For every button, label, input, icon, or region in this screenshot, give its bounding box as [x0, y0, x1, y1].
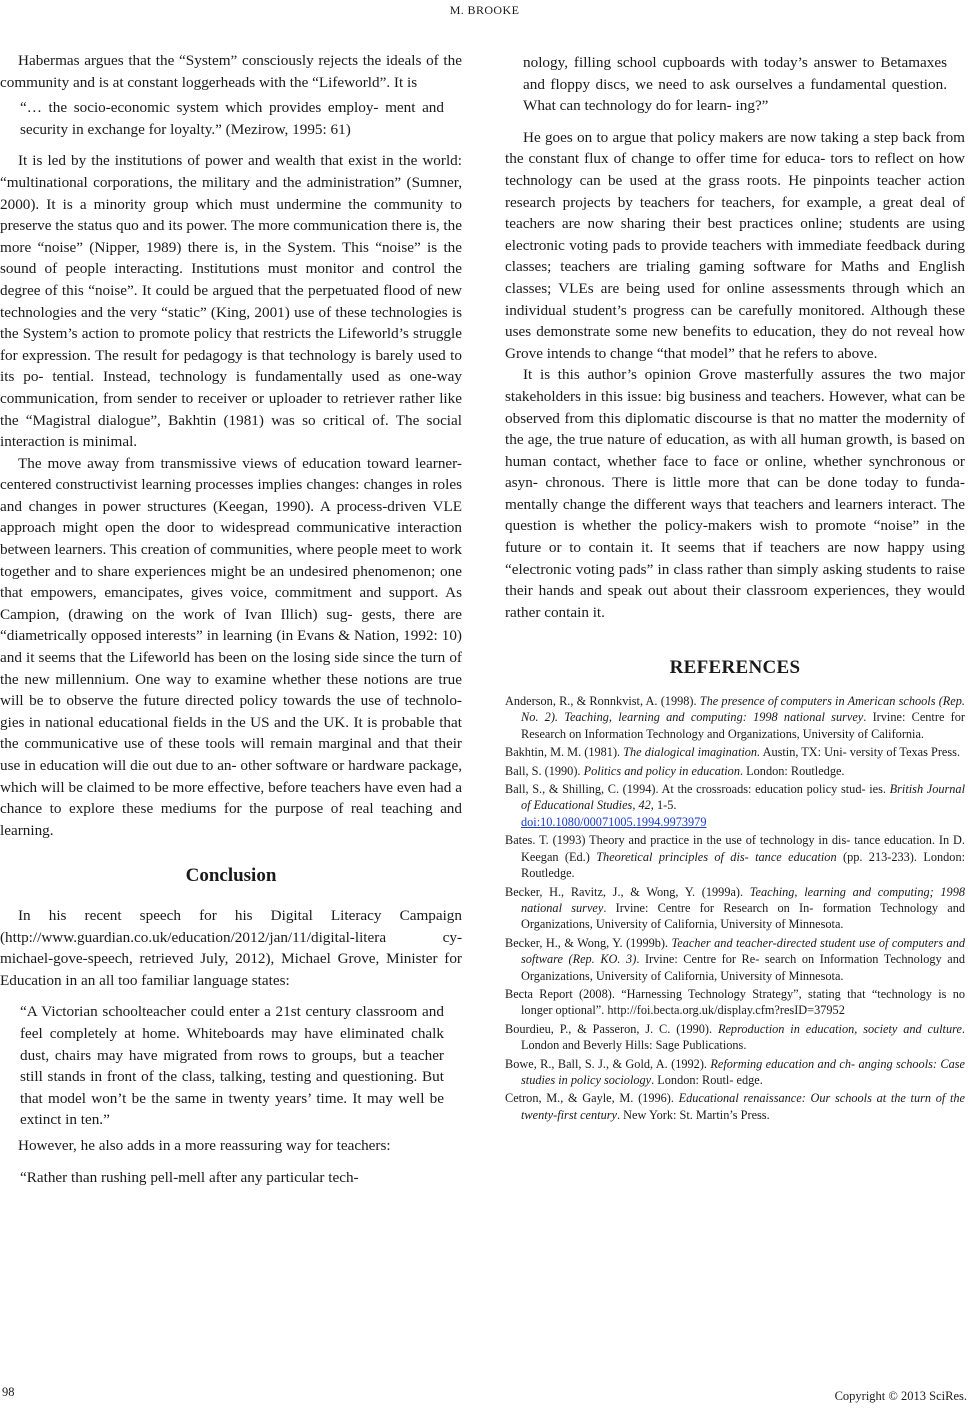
paragraph: It is this author’s opinion Grove masterfully assures the two major stakeholders in this issue: big business and teachers. However, what can be observed from this diplomatic discourse is that no matter the modernity of the age, the true nature of education, as with all human growth, is based on human contact, whether face to face or online, whether synchronous or asyn- chronous. There is little more that can be done today to funda- mentally change the different ways that teachers and learners interact. The question is whether the policy-makers wish to promote “noise” in the future or to contain it. It seems that if teachers are now happy using “electronic voting pads” in class rather than simply asking students to raise their hands and speak out about their classroom experiences, they would rather contain it.	[505, 366, 965, 621]
copyright-notice: Copyright © 2013 SciRes.	[834, 1389, 967, 1403]
reference-item: Anderson, R., & Ronnkvist, A. (1998). The presence of computers in American schools (Rep. No. 2). Teaching, learning and computing: 1998 national survey. Irvine: Centre for Research on Information Technology and Organizations, University of California.	[505, 694, 965, 741]
paragraph: In his recent speech for his Digital Literacy Campaign (http://www.guardian.co.uk/education/2012/jan/11/digital-litera cy-michael-gove-speech, retrieved July, 2012), Michael Grove, Minister for Education in an all too familiar language states:	[0, 906, 462, 989]
reference-item: Ball, S., & Shilling, C. (1994). At the crossroads: education policy stud- ies. British Journal of Educational Studies, 42, 1-5. doi:10.1080/00071005.1994.9973979	[505, 782, 965, 829]
reference-item: Bowe, R., Ball, S. J., & Gold, A. (1992). Reforming education and ch- anging schools: Case studies in policy sociology. London: Routl- edge.	[505, 1056, 965, 1087]
reference-item: Becker, H., & Wong, Y. (1999b). Teacher and teacher-directed student use of computers and software (Rep. KO. 3). Irvine: Centre for Re- search on Information Technology and Organizations, University of California, University of Minnesota.	[505, 935, 965, 983]
reference-item: Becker, H., Ravitz, J., & Wong, Y. (1999a). Teaching, learning and computing; 1998 national survey. Irvine: Centre for Research on In- formation Technology and Organizations, University of California, University of Minnesota.	[505, 884, 965, 932]
reference-item: Bates. T. (1993) Theory and practice in the use of technology in dis- tance education. In D. Keegan (Ed.) Theoretical principles of dis- tance education (pp. 213-233). London: Routledge.	[505, 833, 966, 881]
reference-item: Bourdieu, P., & Passeron, J. C. (1990). Reproduction in education, society and culture. London and Beverly Hills: Sage Publications.	[505, 1021, 965, 1053]
references-list	[505, 693, 965, 1123]
section-heading-conclusion: Conclusion	[185, 865, 277, 887]
right-column	[505, 52, 965, 1125]
reference-item: Becta Report (2008). “Harnessing Technology Strategy”, stating that “technology is no longer optional”. http://foi.becta.org.uk/display.cfm?resID=37952	[505, 986, 965, 1018]
block-quote-continued: nology, filling school cupboards with today’s answer to Betamaxes and floppy discs, we need to ask ourselves a fundamental question. What can technology do for learn- ing?”	[523, 54, 947, 115]
paragraph: It is led by the institutions of power and wealth that exist in the world: “multinational corporations, the military and the administration” (Sumner, 2000). It is a minority group which must undermine the community to preserve the status quo and its power. The more communication there is, the more “noise” (Nipper, 1989) there is, in the System. This “noise” is the sound of people interacting. Institutions must monitor and control the degree of this “noise”. It could be argued that the perpetuated flood of new technologies and the very “static” (King, 2001) use of these technologies is the System’s action to promote policy that restricts the Lifeworld’s struggle for expression. The result for pedagogy is that technology is barely used to its po- tential. Instead, technology is fundamentally used as one-way communication, from sender to receiver or uploader to retriever rather like the “Magistral dialogue”, Bakhtin (1981) was so critical of. The social interaction is minimal.	[0, 152, 462, 451]
paragraph: He goes on to argue that policy makers are now taking a step back from the constant flux of change to offer time for educa- tors to reflect on how technology can be used at the grass roots. He pinpoints teacher action research projects by teachers for teachers, for example, a great deal of teachers are now sharing their best practices online; students are using electronic voting pads to provide teachers with immediate feedback during classes; teachers are trialing gaming software for Maths and English classes; VLEs are being used for online assessments through which an individual student’s progress can be carefully monitored. Although these uses demonstrate some new benefits to education, they do not reveal how Grove intends to change “that model” that he refers to above.	[505, 128, 965, 362]
left-column	[0, 50, 462, 1192]
paragraph: The move away from transmissive views of education toward learner-centered constructivist learning processes implies changes: changes in roles and changes in power structures (Keegan, 1990). A process-driven VLE approach might open the door to widespread communicative interaction between learners. This creation of communities, where people meet to work together and to share experiences might be an undesired phenomenon; one that empowers, emancipates, gives voice, commitment and support. As Campion, (drawing on the work of Ivan Illich) sug- gests, there are “diametrically opposed interests” in learning (in Evans & Nation, 1992: 10) and it seems that the Lifeworld has been on the losing side since the turn of the new millennium. One way to examine whether these notions are true will be to observe the future directed policy towards the use of technolo- gies in national educational fields in the US and the UK. It is probable that the communicative use of these tools will remain marginal and that their use in education will die out due to an- other software or hardware package, which will be claimed to be more effective, before teachers have even had a chance to explore these mediums for the purpose of real teaching and learning.	[0, 454, 462, 839]
block-quote: “A Victorian schoolteacher could enter a 21st century classroom and feel completely at home. Whiteboards may have eliminated chalk dust, chairs may have migrated from rows to groups, but a teacher still stands in front of the class, talking, testing and questioning. But that model won’t be the same in twenty years’ time. It may well be extinct in ten.”	[20, 1003, 444, 1129]
reference-item: Bakhtin, M. M. (1981). The dialogical imagination. Austin, TX: Uni- versity of Texas Press.	[505, 745, 961, 760]
doi-link[interactable]: doi:10.1080/00071005.1994.9973979	[521, 814, 707, 829]
paragraph: Habermas argues that the “System” consciously rejects the ideals of the community and is at constant loggerheads with the “Lifeworld”. It is	[0, 52, 462, 91]
reference-item: Ball, S. (1990). Politics and policy in education. London: Routledge.	[505, 763, 845, 778]
block-quote-start: “Rather than rushing pell-mell after any particular tech-	[20, 1168, 359, 1186]
running-head: M. BROOKE	[449, 3, 520, 17]
block-quote: “… the socio-economic system which provides employ- ment and security in exchange for loyalty.” (Mezirow, 1995: 61)	[20, 99, 444, 138]
reference-item: Cetron, M., & Gayle, M. (1996). Educational renaissance: Our schools at the turn of the twenty-first century. New York: St. Martin’s Press.	[505, 1091, 965, 1122]
references-heading: REFERENCES	[669, 657, 801, 679]
paragraph: However, he also adds in a more reassuring way for teachers:	[18, 1136, 391, 1154]
page-number: 98	[2, 1385, 15, 1399]
